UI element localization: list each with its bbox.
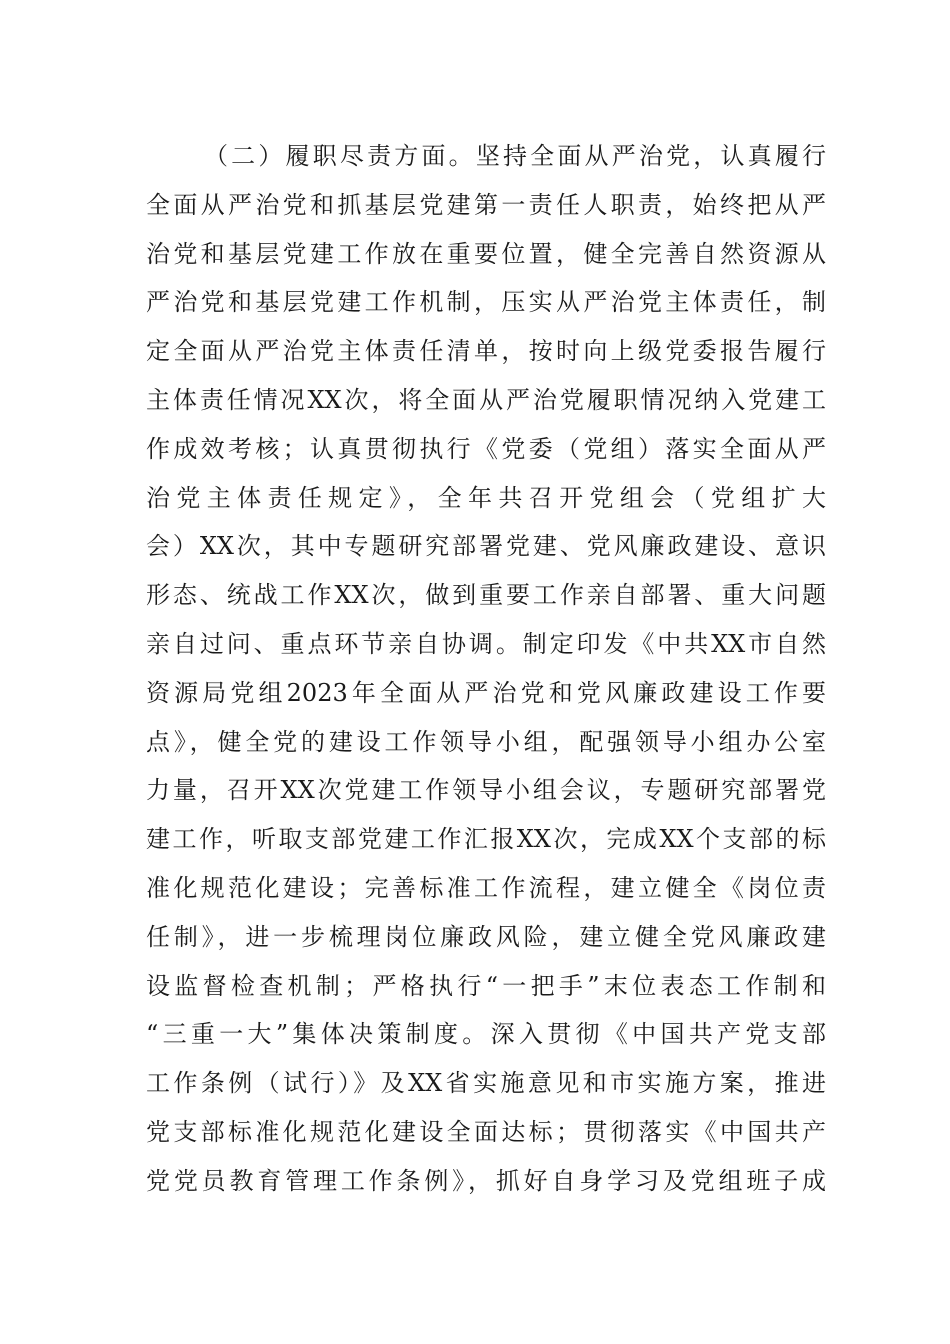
body-paragraph (146, 132, 826, 1206)
paragraph-line: 资源局党组2023年全面从严治党和党风廉政建设工作要 (146, 678, 826, 707)
paragraph-line: 治党和基层党建工作放在重要位置，健全完善自然资源从 (146, 239, 826, 268)
paragraph-line: 点》，健全党的建设工作领导小组，配强领导小组办公室 (146, 727, 826, 756)
paragraph-line: 严治党和基层党建工作机制，压实从严治党主体责任，制 (146, 288, 826, 317)
paragraph-line: 主体责任情况XX次，将全面从严治党履职情况纳入党建工 (146, 385, 826, 414)
paragraph-line: 工作条例（试行）》及XX省实施意见和市实施方案，推进 (146, 1069, 826, 1098)
paragraph-line: “三重一大”集体决策制度。深入贯彻《中国共产党支部 (146, 1020, 826, 1049)
paragraph-line: 会）XX次，其中专题研究部署党建、党风廉政建设、意识 (146, 532, 826, 561)
paragraph-line: 任制》，进一步梳理岗位廉政风险，建立健全党风廉政建 (146, 922, 826, 951)
paragraph-line: 定全面从严治党主体责任清单，按时向上级党委报告履行 (146, 337, 826, 366)
paragraph-line: 治党主体责任规定》，全年共召开党组会（党组扩大 (146, 483, 826, 512)
paragraph-line: 党支部标准化规范化建设全面达标；贯彻落实《中国共产 (146, 1117, 826, 1146)
paragraph-line: 力量，召开XX次党建工作领导小组会议，专题研究部署党 (146, 776, 826, 805)
paragraph-line: 作成效考核；认真贯彻执行《党委（党组）落实全面从严 (146, 434, 826, 463)
paragraph-line: 亲自过问、重点环节亲自协调。制定印发《中共XX市自然 (146, 629, 826, 658)
paragraph-line: 准化规范化建设；完善标准工作流程，建立健全《岗位责 (146, 873, 826, 902)
paragraph-line: 设监督检查机制；严格执行“一把手”末位表态工作制和 (146, 971, 826, 1000)
paragraph-line: （二）履职尽责方面。坚持全面从严治党，认真履行 (204, 142, 826, 170)
paragraph-line: 全面从严治党和抓基层党建第一责任人职责，始终把从严 (146, 190, 826, 219)
paragraph-line: 建工作，听取支部党建工作汇报XX次，完成XX个支部的标 (146, 825, 826, 854)
paragraph-line: 形态、统战工作XX次，做到重要工作亲自部署、重大问题 (146, 581, 826, 610)
paragraph-line: 党党员教育管理工作条例》，抓好自身学习及党组班子成 (146, 1166, 826, 1195)
